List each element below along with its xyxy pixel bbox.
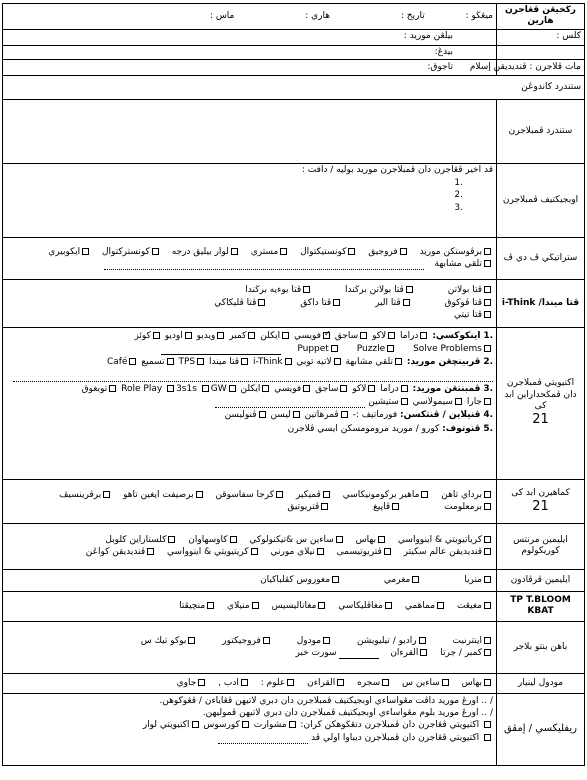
subject-field: مات ڤلاجرن : ڤنديديقن إسلام	[497, 59, 585, 75]
checkbox[interactable]	[340, 385, 347, 392]
strategy-opt-5: لوار بيليق درجه	[172, 247, 240, 258]
checkbox[interactable]	[484, 602, 491, 609]
reflection-content	[3, 693, 497, 765]
strategy-opt-3: كونستيكتوال	[300, 247, 357, 258]
tp-bloom-label: TP T.BLOOM KBAT	[497, 591, 585, 621]
skill-opt: برمعلومت	[444, 502, 493, 513]
reflection-line-2: / .. اورڠ موريد بلوم مڠواساءي اوبجيكتيف ڤمبلاجرن دان دبري لاتيهن ڤمولیهن.	[202, 708, 493, 718]
skill-opt: برصيفت ايغين تاهو	[123, 490, 205, 501]
checkbox[interactable]	[484, 299, 491, 306]
skill-opt: برڤرينسيڤ	[59, 490, 112, 501]
checkbox[interactable]	[387, 345, 394, 352]
checkbox[interactable]	[147, 548, 154, 555]
checkbox[interactable]	[360, 332, 367, 339]
checkbox[interactable]	[378, 536, 385, 543]
checkbox[interactable]	[202, 385, 209, 392]
tp-options	[3, 591, 497, 621]
activity-presentation-row2: جارا سيمولاسي ستيشين	[6, 397, 493, 408]
checkbox[interactable]	[287, 679, 294, 686]
checkbox[interactable]	[419, 637, 426, 644]
checkbox[interactable]	[280, 248, 287, 255]
skills-options	[3, 479, 497, 523]
checkbox[interactable]	[484, 548, 491, 555]
checkbox[interactable]	[336, 536, 343, 543]
checkbox[interactable]	[323, 491, 330, 498]
checkbox[interactable]	[198, 679, 205, 686]
checkbox[interactable]	[217, 332, 224, 339]
objective-item-3[interactable]: 3.	[454, 202, 463, 213]
skills-label: كماهيرن ابد كى	[511, 487, 570, 498]
ecc-opt: بهاس	[356, 535, 387, 546]
skill-opt: ڤتريوتيق	[287, 502, 330, 513]
checkbox[interactable]	[484, 721, 491, 728]
checkbox[interactable]	[129, 358, 136, 365]
checkbox[interactable]	[258, 299, 265, 306]
checkbox[interactable]	[382, 679, 389, 686]
ithink-opt-7: ڤتا ڤليكاكي	[214, 298, 267, 309]
checkbox[interactable]	[323, 332, 330, 339]
topic-field[interactable]: تاجوق:	[427, 61, 453, 72]
checkbox[interactable]	[262, 385, 269, 392]
skills-21: 21	[532, 498, 549, 514]
value-opt: مغرمي	[384, 575, 421, 586]
checkbox[interactable]	[152, 248, 159, 255]
checkbox[interactable]	[192, 721, 199, 728]
checkbox[interactable]	[392, 503, 399, 510]
material-quran: القرءان	[390, 648, 429, 659]
checkbox[interactable]	[109, 385, 116, 392]
ithink-opt-3: ڤتا بوءيه برڬندا	[245, 285, 312, 296]
activity-induction: 1. اينكوكسي: دراما لاكو ساجق ✓فويسي ايكلن كمبر ويديو اوديو كوئز	[6, 331, 493, 342]
checkbox[interactable]	[400, 248, 407, 255]
empty-cell	[497, 45, 585, 59]
checkbox[interactable]	[332, 576, 339, 583]
tp-opt: مماهمي	[405, 601, 446, 612]
week-field[interactable]: ميڠڬو :	[465, 10, 493, 21]
tp-opt: منچيڤتا	[179, 601, 216, 612]
checkbox[interactable]	[276, 491, 283, 498]
activities-label: اكتيويتي ڤمبلاجرن دان ڤمڬحداراين ابد كى	[504, 378, 577, 411]
day-field[interactable]: هاري :	[305, 10, 331, 21]
discussion-fill-line[interactable]	[13, 374, 493, 382]
checkbox[interactable]	[348, 248, 355, 255]
value-opt: منريا	[464, 575, 493, 586]
checkbox[interactable]	[241, 679, 248, 686]
form-title: رڬخيڠن ڤڠاجرن هارين	[497, 4, 585, 30]
strategy-label: ستراتيڬي ڤ دي ڤ	[497, 237, 585, 279]
material-opt: بوكو تيك س	[141, 636, 198, 647]
lesson-plan-table	[2, 3, 585, 766]
checkbox[interactable]	[484, 679, 491, 686]
checkbox[interactable]	[248, 332, 255, 339]
checkbox[interactable]	[484, 649, 491, 656]
strategy-options	[3, 237, 497, 279]
tp-opt: مغاناليسيس	[272, 601, 328, 612]
checkbox[interactable]	[153, 332, 160, 339]
checkbox[interactable]	[484, 734, 491, 741]
checkbox[interactable]	[231, 248, 238, 255]
module-opt: ادب ,	[218, 678, 250, 689]
material-opt: فروجيكتور	[222, 636, 272, 647]
checkbox[interactable]	[185, 332, 192, 339]
checkbox[interactable]	[263, 637, 270, 644]
ecc-opt: ڤتريوتيسمى	[337, 547, 393, 558]
checkbox[interactable]	[442, 679, 449, 686]
checkbox[interactable]	[103, 491, 110, 498]
checkbox[interactable]	[230, 536, 237, 543]
checkbox[interactable]	[455, 398, 462, 405]
checkbox[interactable]	[484, 637, 491, 644]
reflection-line-3: اكتيويتي ڤڠاجرن دان ڤمبلاجرن دتڠڬوهكن كران: مشوارت كورسوس اكتيويتي لوار	[6, 720, 493, 731]
module-opt: علوم :	[261, 678, 296, 689]
reflection-line-1: / .. اورڠ موريد داڤت مڠواساءي اوبجيكتيف ڤمبلاجرن دان دبري لاتيهن ڤڠاياءن / ڤڠوكوهن.	[159, 695, 493, 706]
tp-opt: مغاڤليكاسي	[338, 601, 394, 612]
tp-opt: منيلاي	[227, 601, 261, 612]
ecc-opt: كرياتيويتي & اينوواسي	[398, 535, 493, 546]
learning-standard-content[interactable]	[3, 99, 497, 163]
checkbox[interactable]	[484, 260, 491, 267]
module-options	[3, 673, 497, 693]
checkbox[interactable]	[82, 248, 89, 255]
time-field[interactable]: ماس :	[209, 10, 235, 21]
material-opt: مودول	[297, 636, 332, 647]
checkbox[interactable]	[484, 491, 491, 498]
checkbox[interactable]	[484, 503, 491, 510]
ithink-opt-5: ڤتا الير	[375, 298, 412, 309]
ecc-opt: ساءين س &تيكنولوكي	[249, 535, 344, 546]
activity-assessment: 4. ڤنيلاين / ڤنتكسن: فورماتيف :- ڤمرهاتين ليسن ڤنوليسن	[224, 410, 493, 421]
values-options	[3, 569, 497, 591]
strategy-opt-1: برڤوستكن موريد	[420, 247, 493, 258]
checkbox[interactable]	[323, 637, 330, 644]
activity-discussion: 2. ڤربينچڠن موريد: تلقي مشابهة لاتيه توبي i-Think ڤتا ميندا TPS تسميع Café	[106, 357, 493, 368]
checkbox[interactable]	[303, 385, 310, 392]
checkbox[interactable]	[384, 548, 391, 555]
checkbox[interactable]	[317, 548, 324, 555]
checkbox[interactable]	[412, 576, 419, 583]
surah-label: سورت خبر	[295, 647, 337, 658]
reflection-line-4: اكتيويتي ڤڠاجرن دان ڤمبلاجرن ديباوا اولي ڤد	[6, 733, 493, 744]
checkbox[interactable]	[318, 602, 325, 609]
checkbox[interactable]	[285, 358, 292, 365]
activities-label-cell	[497, 327, 585, 479]
activities-21: 21	[532, 412, 549, 427]
module-opt: القراءن	[307, 678, 346, 689]
checkbox[interactable]	[421, 491, 428, 498]
presentation-fill-line[interactable]	[215, 400, 365, 408]
surah-fill-line[interactable]	[339, 651, 379, 659]
topic-cell	[3, 59, 497, 75]
skill-opt: كرجا سفاسوقن	[215, 490, 285, 501]
class-field[interactable]: كلس :	[497, 29, 585, 45]
ithink-opt-4: ڤتا ڤوكوق	[445, 298, 494, 309]
student-count-cell	[3, 29, 497, 45]
skill-opt: ڤاپيغ	[373, 502, 401, 513]
ithink-label: ڤتا ميندا/ i-Think	[497, 279, 585, 327]
checkbox[interactable]	[251, 548, 258, 555]
checkbox[interactable]	[395, 358, 402, 365]
checkbox[interactable]	[484, 248, 491, 255]
checkbox[interactable]	[207, 602, 214, 609]
materials-options	[3, 621, 497, 673]
skills-label-cell	[497, 479, 585, 523]
checkbox[interactable]	[484, 345, 491, 352]
material-opt: اينترنيت	[453, 636, 493, 647]
ithink-options	[3, 279, 497, 327]
cross-curricular-label: ايليمين مرنتس كوريكولوم	[497, 523, 585, 569]
module-opt: ساءين س	[402, 678, 451, 689]
checkbox[interactable]	[188, 637, 195, 644]
checkbox[interactable]	[484, 311, 491, 318]
ithink-opt-6: ڤتا داكق	[300, 298, 342, 309]
skill-opt: برداي تاهن	[441, 490, 493, 501]
checkbox[interactable]	[293, 411, 300, 418]
module-label: مودول لينيار	[497, 673, 585, 693]
ecc-opt: كلستاراين كلوبل	[105, 535, 177, 546]
skill-opt: ڤميكير	[296, 490, 332, 501]
checkbox[interactable]	[196, 491, 203, 498]
module-opt: سجره	[357, 678, 391, 689]
checkbox[interactable]	[167, 385, 174, 392]
checkbox[interactable]	[437, 602, 444, 609]
checkbox[interactable]	[197, 358, 204, 365]
checkbox[interactable]	[401, 398, 408, 405]
checkbox[interactable]	[289, 721, 296, 728]
checkbox[interactable]	[229, 385, 236, 392]
field-area[interactable]: بيدڠ:	[434, 46, 453, 57]
objectives-intro	[6, 165, 493, 176]
ithink-opt-8: ڤتا تيتي	[454, 310, 493, 321]
value-opt: مغوروس كڤلباكيان	[260, 575, 341, 586]
module-opt: جاوي	[177, 678, 208, 689]
checkbox[interactable]	[334, 358, 341, 365]
checkbox[interactable]	[259, 411, 266, 418]
date-field[interactable]: تاريخ :	[400, 10, 425, 21]
objective-item-2[interactable]: 2.	[454, 190, 463, 201]
skill-opt: ماهير بركومونيكاسي	[343, 490, 431, 501]
student-count-field[interactable]: بيلڠن موريد :	[403, 31, 453, 42]
strategy-fill-line[interactable]	[104, 262, 424, 270]
ithink-opt-2: ڤتا بولاتن برڬندا	[345, 285, 415, 296]
ecc-opt: ڤنديديقن كواڠن	[86, 547, 156, 558]
values-label: ايليمين ڤرڤادون	[497, 569, 585, 591]
content-standard[interactable]: ستندرد كاندوڠن	[3, 75, 585, 99]
checkbox[interactable]	[403, 299, 410, 306]
checkbox[interactable]	[242, 721, 249, 728]
strategy-opt-7: ايكوبيري	[48, 247, 91, 258]
material-opt: راديو / تيليويشن	[357, 636, 428, 647]
objectives-list	[6, 178, 463, 214]
checkbox[interactable]	[252, 602, 259, 609]
reflection-label: ريفليكسي / إمڤق	[497, 693, 585, 765]
reflection-fill-line[interactable]	[218, 736, 308, 744]
checkbox[interactable]	[341, 411, 348, 418]
strategy-opt-6: كونستركتوال	[102, 247, 161, 258]
checkbox[interactable]	[420, 332, 427, 339]
checkbox[interactable]	[282, 332, 289, 339]
activities-content	[3, 327, 497, 479]
header-fields	[3, 4, 497, 30]
ithink-opt-1: ڤتا بولاتن	[448, 285, 493, 296]
checkbox[interactable]	[420, 649, 427, 656]
learning-standard-label: ستندرد ڤمبلاجرن	[497, 99, 585, 163]
checkbox[interactable]	[333, 299, 340, 306]
checkbox[interactable]	[388, 332, 395, 339]
field-area-cell	[3, 45, 497, 59]
ecc-opt: كريتيويتي & اينوواسي	[167, 547, 260, 558]
materials-label: باهن بنتو بلاجر	[497, 621, 585, 673]
checkbox[interactable]	[337, 679, 344, 686]
checkbox[interactable]	[406, 286, 413, 293]
checkbox[interactable]	[167, 358, 174, 365]
module-opt: بهاس	[462, 678, 493, 689]
objectives-content[interactable]	[3, 163, 497, 237]
checkbox[interactable]	[168, 536, 175, 543]
activity-induction-extra: Puppet Puzzle Solve Problems	[6, 344, 493, 355]
activity-presentation: 3. ڤمبنتڠن موريد: دراما لاكو ساجق فويسي ايكلن Role Play 3s1s GW توبغوق	[81, 383, 493, 394]
checkbox[interactable]	[484, 398, 491, 405]
checkbox[interactable]	[321, 503, 328, 510]
checkbox[interactable]	[401, 385, 408, 392]
objective-item-1[interactable]: 1.	[454, 178, 463, 188]
checkbox[interactable]	[484, 286, 491, 293]
checkbox[interactable]	[385, 602, 392, 609]
checkbox[interactable]	[484, 536, 491, 543]
tp-opt: مغيڠت	[457, 601, 493, 612]
activity-closure: 5. ڤنوتوف: كورو / موريد مرومومسكن ايسي ڤلاجرن	[287, 423, 493, 434]
checkbox[interactable]	[241, 358, 248, 365]
strategy-opt-8: تلقي مشابهة	[435, 259, 493, 270]
cross-curricular-options	[3, 523, 497, 569]
objectives-label: اوبجيكتيف ڤمبلاجرن	[497, 163, 585, 237]
ecc-opt: نيلاي مورني	[270, 547, 325, 558]
objectives-intro-text: قد اخير ڤڠاجرن دان ڤمبلاجرن موريد بوليه / دافت :	[301, 164, 493, 175]
ecc-opt: ڤنديديقن عالم سكيتر	[404, 547, 493, 558]
ecc-opt: كاوسهاوان	[188, 535, 238, 546]
strategy-opt-2: فروجيق	[368, 247, 408, 258]
activity-fill-line[interactable]	[161, 347, 281, 355]
checkbox[interactable]	[303, 286, 310, 293]
checkbox[interactable]	[484, 576, 491, 583]
checkbox[interactable]	[331, 345, 338, 352]
material-opt: كمبر / جرتا	[440, 648, 493, 659]
strategy-opt-4: مستري	[251, 247, 290, 258]
checkbox[interactable]	[368, 385, 375, 392]
